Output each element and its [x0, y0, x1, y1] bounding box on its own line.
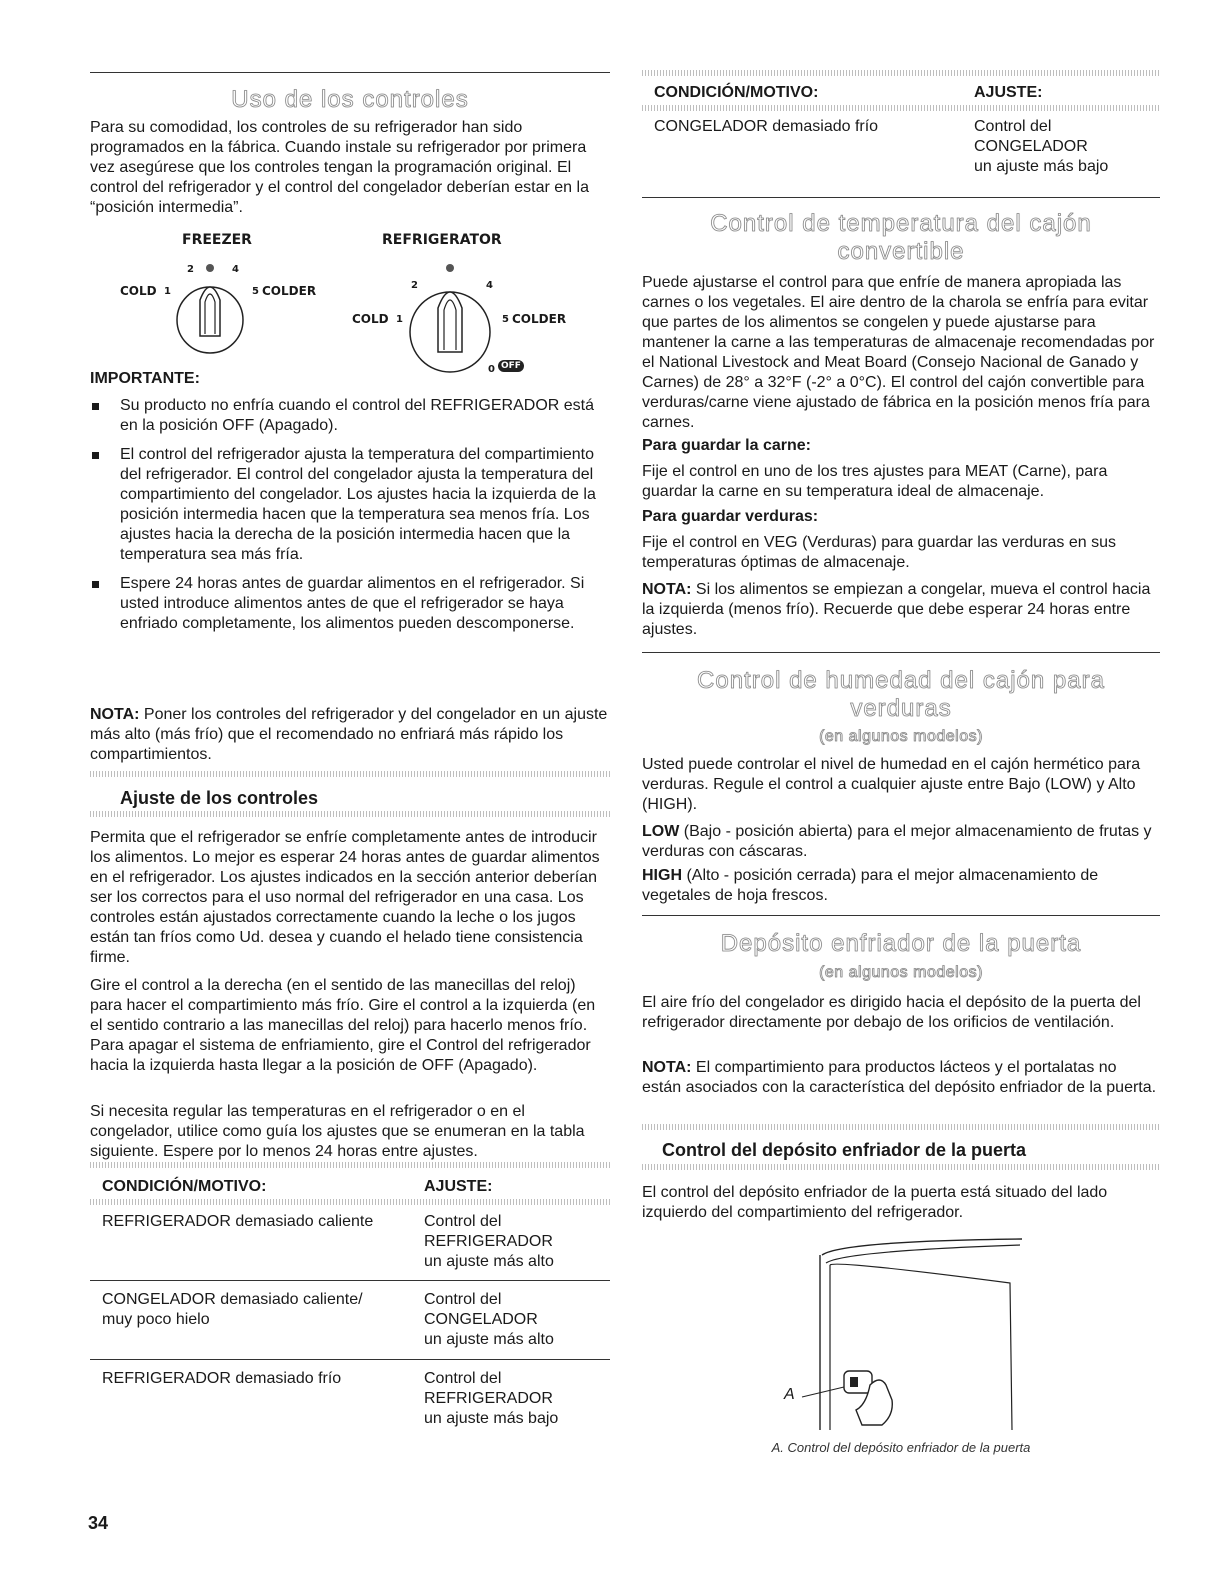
nota-text: El compartimiento para productos lácteos y el portalatas no están asociados con la característica del depósito enfriador de la puerta.: [642, 1059, 1157, 1096]
low-paragraph: [642, 822, 1160, 862]
section-subtitle-door-bin: (en algunos modelos): [819, 964, 983, 981]
important-list: [90, 396, 610, 634]
adjust-p3: Si necesita regular las temperaturas en el refrigerador o en el congelador, utilice como guía los ajustes que se enumeran en la tabla siguiente. Espere por lo menos 24 horas entre ajustes.: [90, 1103, 585, 1160]
list-item: El control del refrigerador ajusta la temperatura del compartimiento del refrigerador. El control del congelador ajusta la temperatura del compartimiento del congelador. Los ajustes hacia la izquierda de la posición intermedia hacen que la temperatura sea menos fría. Los ajustes hacia la derecha de la posición intermedia hacen que la temperatura sea más fría.: [90, 445, 610, 565]
veg-paragraph: Fije el control en VEG (Verduras) para guardar las verduras en sus temperaturas óptimas de almacenaje.: [642, 534, 1117, 571]
refrigerator-n4: 4: [486, 280, 493, 291]
divider: [642, 1124, 1160, 1130]
meat-paragraph: Fije el control en uno de los tres ajustes para MEAT (Carne), para guardar la carne en su temperatura ideal de almacenaje.: [642, 463, 1108, 500]
high-paragraph: [642, 866, 1160, 906]
freezer-dial-icon[interactable]: [168, 260, 258, 360]
table-cell: CONGELADOR demasiado caliente/: [102, 1291, 363, 1308]
figure-caption: A. Control del depósito enfriador de la puerta: [771, 1440, 1031, 1455]
high-text: (Alto - posición cerrada) para el mejor almacenamiento de vegetales de hoja frescos.: [642, 867, 1099, 904]
table-cell: muy poco hielo: [102, 1311, 210, 1328]
dials-figure: [90, 230, 610, 375]
low-text: (Bajo - posición abierta) para el mejor almacenamiento de frutas y verduras con cáscaras.: [642, 823, 1152, 860]
table-cell: Control del: [424, 1213, 502, 1230]
refrigerator-n2: 2: [411, 280, 418, 291]
list-item: Espere 24 horas antes de guardar alimentos en el refrigerador. Si usted introduce alimentos antes de que el refrigerador se haya enfriado completamente, los alimentos pueden descomponerse.: [90, 574, 610, 634]
meat-heading: Para guardar la carne:: [642, 437, 811, 454]
refrigerator-dial-icon[interactable]: [400, 260, 510, 380]
high-label: HIGH: [642, 867, 682, 884]
table-cell: Control del: [424, 1291, 502, 1308]
low-label: LOW: [642, 823, 680, 840]
table-header-adjust: AJUSTE:: [424, 1178, 493, 1195]
nota2-paragraph: [642, 1058, 1160, 1098]
freezer-n1: 1: [164, 286, 171, 297]
nota-label: NOTA:: [642, 1059, 692, 1076]
door-bin-control-paragraph: El control del depósito enfriador de la puerta está situado del lado izquierdo del compartimiento del refrigerador.: [642, 1184, 1108, 1221]
divider: [90, 771, 610, 777]
table-header-condition: CONDICIÓN/MOTIVO:: [102, 1178, 267, 1195]
table-cell: un ajuste más bajo: [424, 1410, 559, 1427]
table-cell: REFRIGERADOR demasiado frío: [102, 1370, 342, 1387]
nota-text: Poner los controles del refrigerador y del congelador en un ajuste más alto (más frío) que el recomendado no enfriará más rápido los compartimientos.: [90, 706, 608, 763]
nota-text: Si los alimentos se empiezan a congelar, mueva el control hacia la izquierda (menos frío). Recuerde que debe esperar 24 horas entre ajustes.: [642, 581, 1151, 638]
freezer-n2: 2: [187, 264, 194, 275]
divider: [90, 811, 610, 817]
table-cell: CONGELADOR demasiado frío: [654, 118, 879, 135]
adjust-p2: Gire el control a la derecha (en el sentido de las manecillas del reloj) para hacer el compartimiento más frío. Gire el control a la izquierda (en el sentido contrario a las manecillas del reloj) para hacerlo menos frío. Para apagar el sistema de enfriamiento, gire el Control del refrigerador hacia la izquierda hasta llegar a la posición de OFF (Apagado).: [90, 977, 596, 1074]
freezer-colder-label: COLDER: [262, 284, 317, 298]
section-title-humidity: Control de humedad del cajón para: [697, 667, 1105, 694]
off-badge: OFF: [498, 360, 524, 372]
intro-paragraph: Para su comodidad, los controles de su refrigerador han sido programados en la fábrica. Cuando instale su refrigerador por primera vez asegúrese que los controles tengan la programación original. El control del refrigerador y el control del congelador deberían estar en la “posición intermedia”.: [90, 119, 589, 216]
divider: [90, 1199, 610, 1205]
important-heading: IMPORTANTE:: [90, 370, 200, 387]
door-bin-control-heading: Control del depósito enfriador de la puerta: [662, 1140, 1027, 1160]
table-cell: Control del: [974, 118, 1052, 135]
nota-label: NOTA:: [642, 581, 692, 598]
refrigerator-colder-label: COLDER: [512, 312, 567, 326]
table-cell: un ajuste más bajo: [974, 158, 1109, 175]
adjust-p1: Permita que el refrigerador se enfríe completamente antes de introducir los alimentos. Lo mejor es esperar 24 horas antes de guardar alimentos en el refrigerador. Los ajustes indicados en la sección anterior deberían ser los correctos para el uso normal del refrigerador en una casa. Los controles están ajustados correctamente cuando la leche o los jugos están tan fríos como Ud. desea y cuando el helado tiene consistencia firme.: [90, 829, 600, 966]
table-cell: un ajuste más alto: [424, 1253, 554, 1270]
divider: [90, 1162, 610, 1168]
section-title-drawer-temp-2: convertible: [837, 238, 965, 265]
section-title-controls: Uso de los controles: [231, 86, 469, 113]
freezer-cold-label: COLD: [120, 284, 157, 298]
freezer-label: FREEZER: [182, 232, 252, 248]
divider: [642, 105, 1160, 111]
row-rule: [90, 1359, 610, 1360]
table-cell: Control del: [424, 1370, 502, 1387]
freezer-n5: 5: [252, 286, 259, 297]
section-rule: [642, 915, 1160, 916]
refrigerator-label: REFRIGERATOR: [382, 232, 502, 248]
table-cell: CONGELADOR: [424, 1311, 538, 1328]
page-number: 34: [88, 1513, 109, 1533]
table-cell: REFRIGERADOR demasiado caliente: [102, 1213, 374, 1230]
humidity-paragraph: Usted puede controlar el nivel de humedad en el cajón hermético para verduras. Regule el control a cualquier ajuste entre Bajo (LOW) y Alto (HIGH).: [642, 756, 1141, 813]
nota1-paragraph: [642, 580, 1160, 640]
refrigerator-n5: 5: [502, 314, 509, 325]
section-title-drawer-temp: Control de temperatura del cajón: [710, 210, 1092, 237]
adjust-heading: Ajuste de los controles: [120, 788, 319, 808]
door-bin-paragraph: El aire frío del congelador es dirigido hacia el depósito de la puerta del refrigerador directamente por debajo de los orificios de ventilación.: [642, 994, 1141, 1031]
refrigerator-n1: 1: [396, 314, 403, 325]
drawer-paragraph: Puede ajustarse el control para que enfríe de manera apropiada las carnes o los vegetales. El aire dentro de la charola se enfría para evitar que partes de los alimentos se congelen y puede ajustarse para mantener la carne a las temperaturas de almacenaje recomendadas por el National Livestock and Meat Board (Consejo Nacional de Ganado y Carnes) de 28° a 32°F (-2° a 0°C). El control del cajón convertible para verduras/carne viene ajustado de fábrica en la posición menos fría para carnes.: [642, 274, 1155, 431]
table-header-condition: CONDICIÓN/MOTIVO:: [654, 84, 819, 101]
nota-label: NOTA:: [90, 706, 140, 723]
section-title-door-bin: Depósito enfriador de la puerta: [720, 930, 1082, 957]
divider: [642, 70, 1160, 76]
refrigerator-n0: 0: [488, 364, 495, 375]
row-rule: [90, 1280, 610, 1281]
top-rule: [90, 72, 610, 73]
door-bin-figure: [782, 1235, 1032, 1435]
veg-heading: Para guardar verduras:: [642, 508, 819, 525]
list-item: Su producto no enfría cuando el control del REFRIGERADOR está en la posición OFF (Apagado).: [90, 396, 610, 436]
section-subtitle-humidity: (en algunos modelos): [819, 728, 983, 745]
table-cell: REFRIGERADOR: [424, 1233, 553, 1250]
table-header-adjust: AJUSTE:: [974, 84, 1043, 101]
divider: [642, 1164, 1160, 1170]
table-cell: un ajuste más alto: [424, 1331, 554, 1348]
figure-label-a: A: [784, 1386, 795, 1403]
nota-paragraph: [90, 705, 610, 765]
section-title-humidity-2: verduras: [850, 695, 952, 722]
table-cell: REFRIGERADOR: [424, 1390, 553, 1407]
section-rule: [642, 197, 1160, 198]
refrigerator-cold-label: COLD: [352, 312, 389, 326]
table-cell: CONGELADOR: [974, 138, 1088, 155]
freezer-n4: 4: [232, 264, 239, 275]
section-rule: [642, 652, 1160, 653]
